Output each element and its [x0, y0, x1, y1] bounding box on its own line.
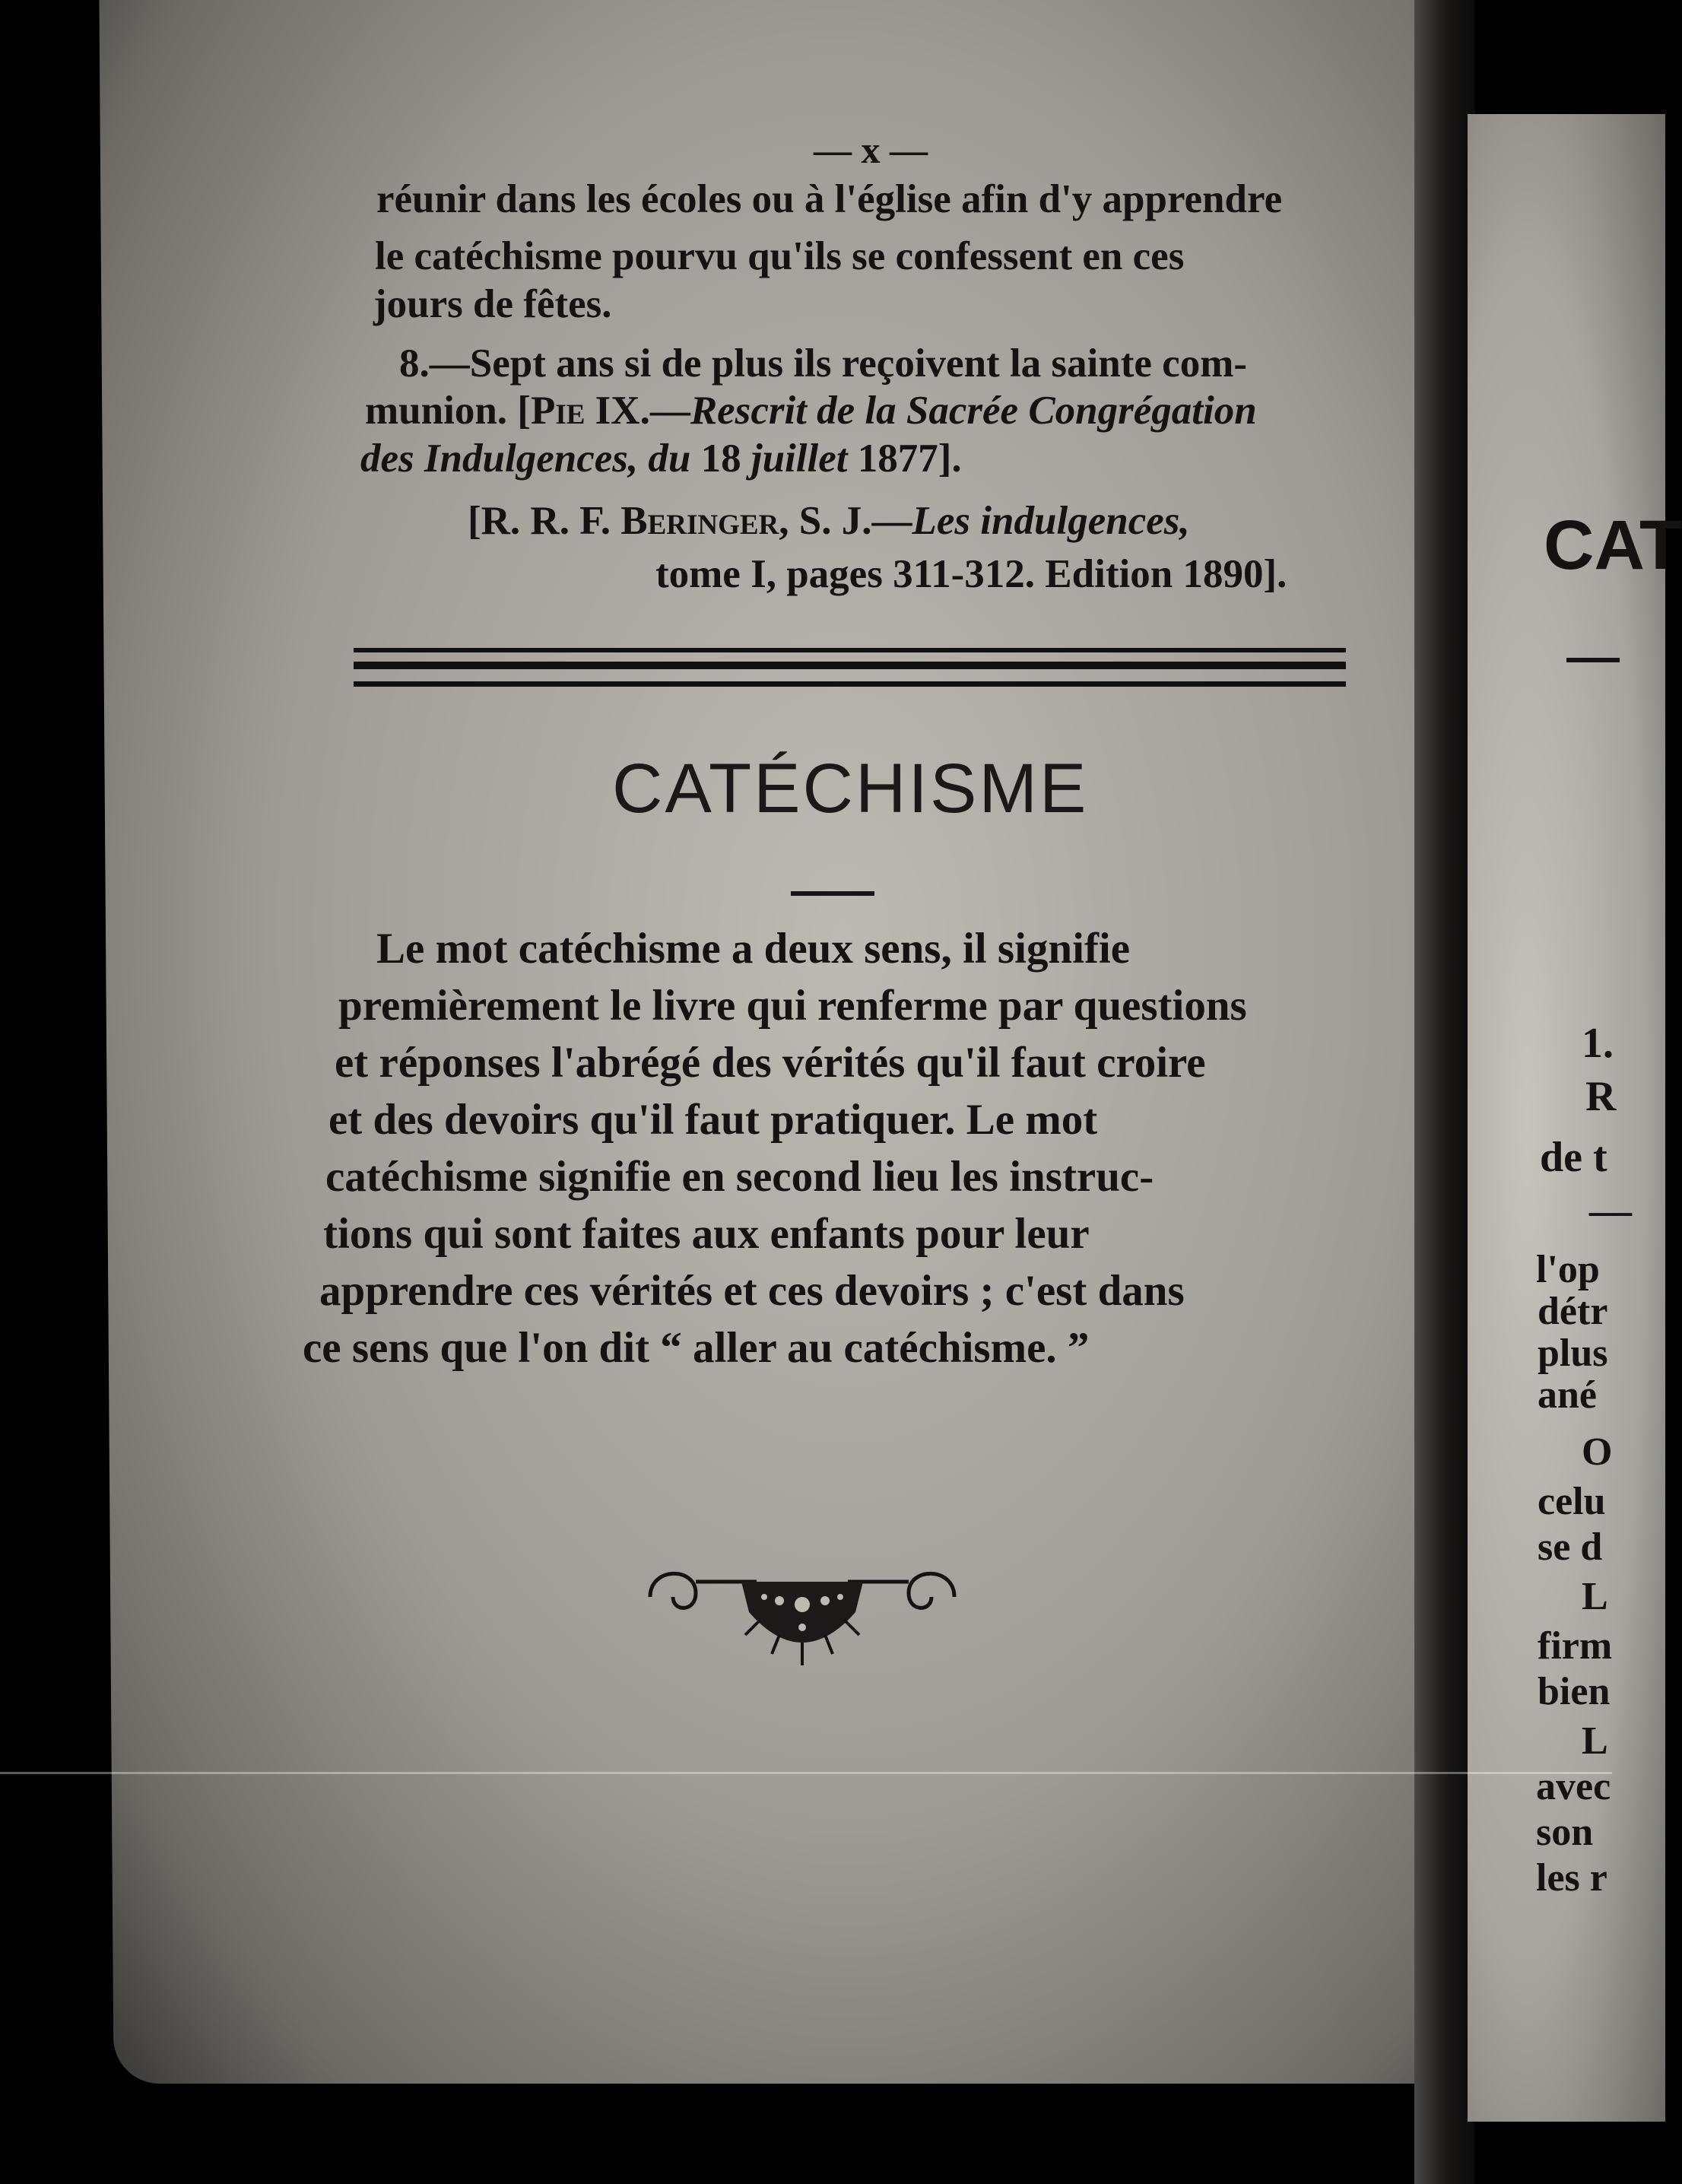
paragraph-line: et réponses l'abrégé des vérités qu'il faut croire [335, 1039, 1206, 1087]
item-8-line: munion. [Pie IX.—Rescrit de la Sacrée Congrégation [365, 389, 1257, 433]
right-page-rule [1566, 658, 1620, 662]
right-page-fragment: bien [1538, 1670, 1611, 1713]
paragraph-line: tions qui sont faites aux enfants pour leur [323, 1210, 1090, 1258]
right-page-fragment: — [1589, 1187, 1632, 1234]
right-page-fragment: son [1536, 1811, 1594, 1854]
page-folio: — x — [814, 129, 928, 171]
right-page-fragment: avec [1536, 1765, 1611, 1808]
item-8-line: des Indulgences, du 18 juillet 1877]. [360, 436, 962, 481]
right-page-fragment: celu [1538, 1480, 1606, 1523]
item-8-line: 8.—Sept ans si de plus ils reçoivent la sainte com- [399, 341, 1247, 386]
paragraph-line: ce sens que l'on dit “ aller au catéchisme. ” [303, 1324, 1090, 1372]
title-rule [791, 891, 874, 896]
divider-rule [354, 662, 1346, 669]
paragraph-line: et des devoirs qu'il faut pratiquer. Le mot [328, 1096, 1098, 1144]
paragraph-line: catéchisme signifie en second lieu les instruc- [325, 1153, 1154, 1201]
citation-line: [R. R. F. Beringer, S. J.—Les indulgences, [468, 499, 1190, 543]
right-page-fragment: plus [1538, 1332, 1608, 1375]
right-page-fragment: se d [1538, 1525, 1603, 1569]
divider-rule [354, 648, 1346, 652]
ornament-icon [643, 1551, 962, 1688]
paragraph-line: Le mot catéchisme a deux sens, il signifie [376, 925, 1131, 973]
section-title: CATÉCHISME [612, 750, 1089, 827]
right-page-fragment: l'op [1536, 1248, 1600, 1291]
right-page-fragment: firm [1538, 1624, 1613, 1668]
text-line: réunir dans les écoles ou à l'église afin d'y apprendre [376, 177, 1283, 221]
book-gutter [1414, 0, 1475, 2184]
paragraph-line: premièrement le livre qui renferme par questions [338, 982, 1247, 1030]
right-page-fragment: O [1582, 1430, 1613, 1474]
right-page-fragment: de t [1540, 1134, 1607, 1181]
citation-line: tome I, pages 311-312. Edition 1890]. [655, 552, 1287, 596]
right-page-fragment: R [1585, 1073, 1617, 1120]
right-page-header: CAT [1544, 506, 1682, 584]
right-page-fragment: L [1582, 1575, 1608, 1618]
paragraph-line: apprendre ces vérités et ces devoirs ; c'est dans [319, 1267, 1185, 1315]
right-page-fragment: détr [1538, 1290, 1608, 1333]
divider-rule [354, 681, 1346, 687]
right-page-fragment: les r [1536, 1856, 1607, 1900]
right-page-fragment: 1. [1582, 1020, 1614, 1067]
right-page-fragment: ané [1538, 1373, 1597, 1417]
scan-artifact [0, 1772, 1612, 1774]
text-line: le catéchisme pourvu qu'ils se confessent en ces [375, 234, 1185, 278]
text-line: jours de fêtes. [373, 282, 612, 326]
right-page-fragment: L [1582, 1719, 1608, 1763]
